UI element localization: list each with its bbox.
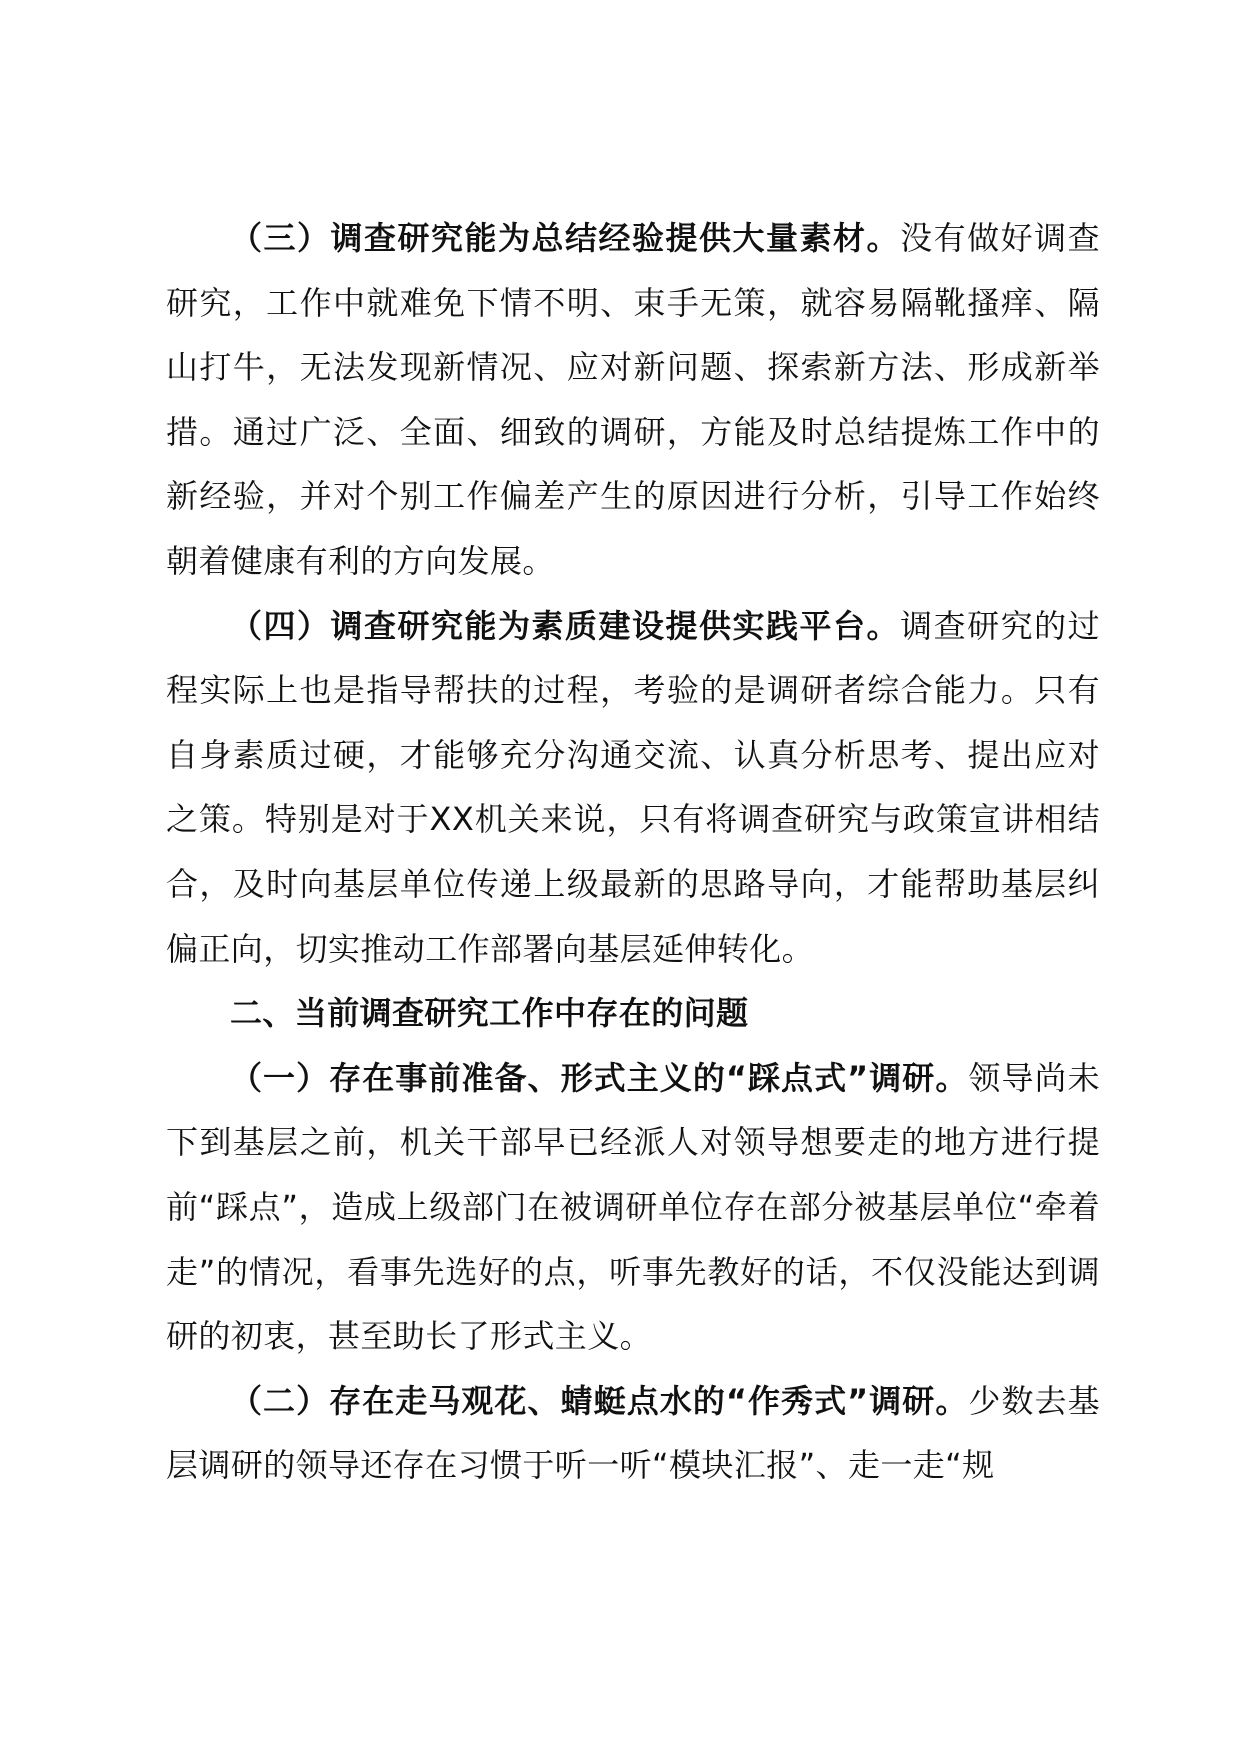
paragraph-three-lead: （三）调查研究能为总结经验提供大量素材。 bbox=[230, 219, 901, 257]
paragraph-one-body: 领导尚未下到基层之前，机关干部早已经派人对领导想要走的地方进行提前“踩点”，造成上级部门在被调研单位存在部分被基层单位“牵着走”的情况，看事先选好的点，听事先教好的话，不仅没能达到调研的初衷，甚至助长了形式主义。 bbox=[166, 1058, 1100, 1356]
paragraph-one-lead: （一）存在事前准备、形式主义的“踩点式”调研。 bbox=[230, 1058, 969, 1097]
paragraph-two-body: 少数去基层调研的领导还存在习惯于听一听“模块汇报”、走一走“规 bbox=[166, 1381, 1100, 1485]
document-body bbox=[166, 206, 1100, 1498]
paragraph-three bbox=[166, 206, 1100, 594]
paragraph-four-lead: （四）调查研究能为素质建设提供实践平台。 bbox=[230, 606, 901, 645]
paragraph-two bbox=[166, 1369, 1100, 1498]
section-heading: 二、当前调查研究工作中存在的问题 bbox=[230, 994, 749, 1033]
paragraph-three-body: 没有做好调查研究，工作中就难免下情不明、束手无策，就容易隔靴搔痒、隔山打牛，无法发现新情况、应对新问题、探索新方法、形成新举措。通过广泛、全面、细致的调研，方能及时总结提炼工作中的新经验，并对个别工作偏差产生的原因进行分析，引导工作始终朝着健康有利的方向发展。 bbox=[166, 219, 1100, 580]
paragraph-one bbox=[166, 1046, 1100, 1369]
paragraph-four-body: 调查研究的过程实际上也是指导帮扶的过程，考验的是调研者综合能力。只有自身素质过硬，才能够充分沟通交流、认真分析思考、提出应对之策。特别是对于XX机关来说，只有将调查研究与政策宣讲相结合，及时向基层单位传递上级最新的思路导向，才能帮助基层纠偏正向，切实推动工作部署向基层延伸转化。 bbox=[166, 606, 1100, 968]
paragraph-two-lead: （二）存在走马观花、蜻蜓点水的“作秀式”调研。 bbox=[230, 1381, 969, 1420]
paragraph-four bbox=[166, 594, 1100, 982]
